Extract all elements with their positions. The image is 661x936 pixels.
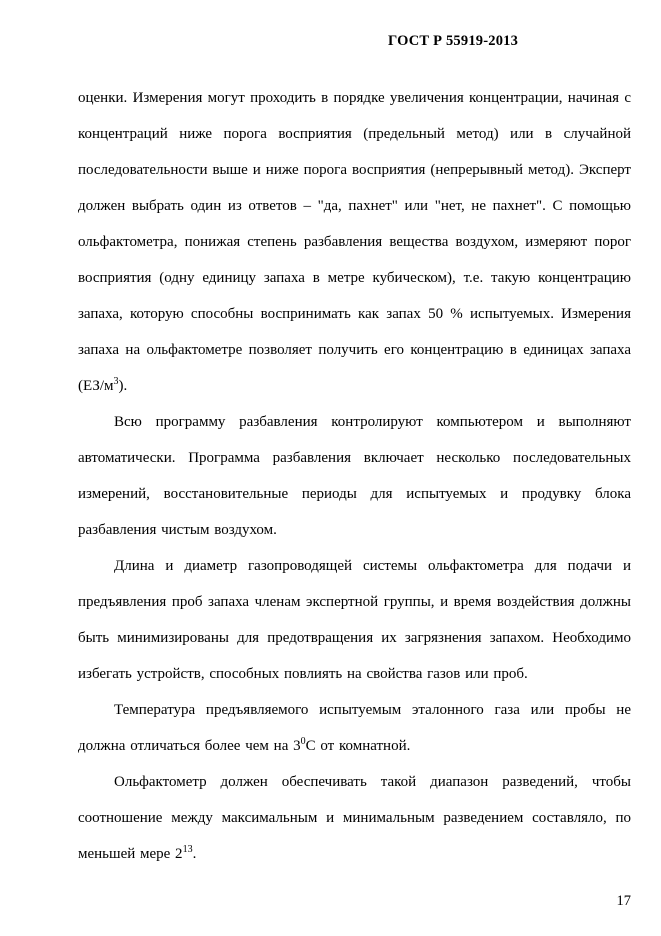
paragraph-1-text: оценки. Измерения могут проходить в порядке увеличения концентрации, начиная с концентраций ниже порога восприятия (предельный метод) или в случайной последовательности выше и ниже порога восприятия (непрерывный метод). Эксперт должен выбрать один из ответов – "да, пахнет" или "нет, не пахнет". С помощью ольфактометра, понижая степень разбавления вещества воздухом, измеряют порог восприятия (одну единицу запаха в метре кубическом), т.е. такую концентрацию запаха, которую способны воспринимать как запах 50 % испытуемых. Измерения запаха на ольфактометре позволяет получить его концентрацию в единицах запаха (ЕЗ/м <box>78 90 631 394</box>
paragraph-5-text: Ольфактометр должен обеспечивать такой диапазон разведений, чтобы соотношение между максимальным и минимальным разведением составляло, по меньшей мере 2 <box>78 774 631 862</box>
paragraph-4-text-end: С от комнатной. <box>305 738 411 754</box>
page-number: 17 <box>616 893 631 909</box>
paragraph-5 <box>78 764 631 872</box>
paragraph-5-text-end: . <box>192 846 197 862</box>
paragraph-4 <box>78 692 631 764</box>
document-header-title: ГОСТ Р 55919-2013 <box>388 33 519 49</box>
paragraph-3: Длина и диаметр газопроводящей системы ольфактометра для подачи и предъявления проб запаха членам экспертной группы, и время воздействия должны быть минимизированы для предотвращения их загрязнения запахом. Необходимо избегать устройств, способных повлиять на свойства газов или проб. <box>78 558 631 682</box>
superscript-cubic-meter: 3 <box>113 376 119 387</box>
paragraph-4-text: Температура предъявляемого испытуемым эталонного газа или пробы не должна отличаться более чем на 3 <box>78 702 631 754</box>
paragraph-1-text-end: ). <box>118 378 128 394</box>
paragraph-1 <box>78 80 631 404</box>
superscript-exponent-13: 13 <box>182 844 193 855</box>
document-body <box>78 80 631 872</box>
paragraph-2: Всю программу разбавления контролируют компьютером и выполняют автоматически. Программа разбавления включает несколько последовательных измерений, восстановительные периоды для испытуемых и продувку блока разбавления чистым воздухом. <box>78 414 631 538</box>
superscript-degree: 0 <box>300 736 306 747</box>
